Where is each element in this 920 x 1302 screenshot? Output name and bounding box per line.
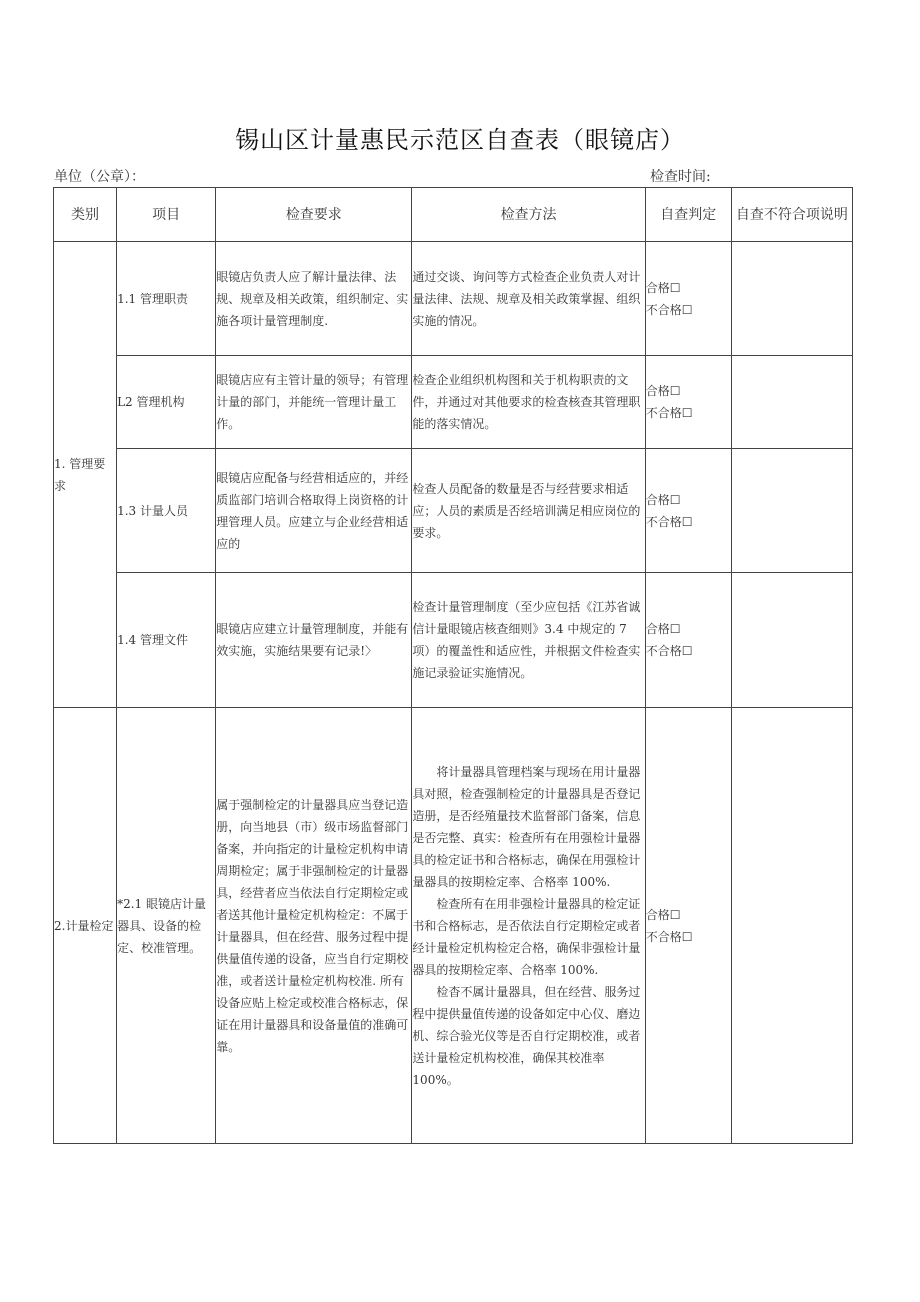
category-cell: 1. 管理要求 — [54, 242, 117, 708]
header-notes: 自查不符合项说明 — [731, 188, 852, 242]
item-cell: L2 管理机构 — [117, 356, 216, 449]
method-paragraph: 检杳不属计量器具，但在经营、服务过程中提供量值传递的设备如定中心仪、磨边机、综合验光仪等是否自行定期校准，或者送计量检定机构校准，确保其校准率 100%。 — [412, 984, 641, 1087]
judgement-cell — [645, 356, 731, 449]
checklist-table — [53, 187, 853, 1144]
method-cell: 检查计量管理制度（至少应包括《江苏省诚信计量眼镜店核查细则》3.4 中规定的 7 项）的覆盖性和适应性，并根据文件检查实施记录验证实施情况。 — [412, 573, 645, 708]
item-cell: 1.4 管理文件 — [117, 573, 216, 708]
unit-label: 单位（公章）： — [54, 169, 145, 185]
method-paragraph: 检查所有在用非强检计量器具的检定证书和合格标志，是否依法自行定期检定或者经计量检定机构检定合格，确保非强检计量器具的按期检定率、合格率 100%. — [412, 896, 641, 977]
pass-checkbox[interactable]: 合格☐ — [645, 280, 681, 295]
requirement-cell: 眼镜店应有主管计量的领导；有管理计量的部门，并能统一管理计量工作。 — [216, 356, 412, 449]
table-row — [54, 708, 853, 1144]
method-cell — [412, 708, 645, 1144]
judgement-cell — [645, 573, 731, 708]
item-cell: 1.3 计量人员 — [117, 449, 216, 573]
requirement-cell: 眼镜店负责人应了解计量法律、法规、规章及相关政策，组织制定、实施各项计量管理制度. — [216, 242, 412, 356]
fail-checkbox[interactable]: 不合格☐ — [645, 514, 693, 529]
date-label: 检查时间: — [650, 169, 711, 185]
requirement-cell: 属于强制检定的计量器具应当登记造册，向当地县（市）级市场监督部门备案，并向指定的计量检定机构申请周期检定；属于非强制检定的计量器具，经营者应当依法自行定期检定或者送其他计量检定机构检定：不属于计量器具，但在经营、服务过程中提供量值传递的设备，应当自行定期校准，或者送计量检定机构校准. 所有设备应贴上检定或校准合格标志，保证在用计量器具和设备量值的准确可靠。 — [216, 708, 412, 1144]
notes-cell[interactable] — [731, 242, 852, 356]
item-cell: *2.1 眼镜店计量器具、设备的检定、校准管理。 — [117, 708, 216, 1144]
notes-cell[interactable] — [731, 356, 852, 449]
pass-checkbox[interactable]: 合格☐ — [645, 907, 681, 922]
method-cell: 检查企业组织机构图和关于机构职责的文件，并通过对其他要求的检查核查其管理职能的落实情况。 — [412, 356, 645, 449]
method-paragraph: 将计量器具管理档案与现场在用计量器具对照，检查强制检定的计量器具是否登记造册，是否经殖量技术监督部门备案，信息是否完整、真实：检查所有在用强检计量器具的检定证书和合格标志，确保在用强检计量器具的按期检定率、合格率 100%. — [412, 764, 641, 889]
header-category: 类别 — [54, 188, 117, 242]
pass-checkbox[interactable]: 合格☐ — [645, 622, 681, 636]
notes-cell[interactable] — [731, 708, 852, 1144]
fail-checkbox[interactable]: 不合格☐ — [645, 406, 693, 420]
pass-checkbox[interactable]: 合格☐ — [645, 492, 681, 507]
requirement-cell: 眼镜店应配备与经营相适应的，并经质监部门培训合格取得上岗资格的计理管理人员。应建立与企业经营相适应的 — [216, 449, 412, 573]
judgement-cell — [645, 242, 731, 356]
requirement-cell: 眼镜店应建立计量管理制度，并能有效实施，实施结果要有记录!〉 — [216, 573, 412, 708]
header-judgement: 自查判定 — [645, 188, 731, 242]
notes-cell[interactable] — [731, 449, 852, 573]
method-cell: 通过交谈、询问等方式检查企业负责人对计量法律、法规、规章及相关政策掌握、组织实施的情况。 — [412, 242, 645, 356]
header-requirement: 检查要求 — [216, 188, 412, 242]
table-row — [54, 356, 853, 449]
judgement-cell — [645, 708, 731, 1144]
fail-checkbox[interactable]: 不合格☐ — [645, 302, 693, 317]
header-row — [54, 188, 853, 242]
header-method: 检查方法 — [412, 188, 645, 242]
table-row — [54, 573, 853, 708]
page-title: 锡山区计量惠民示范区自查表（眼镜店） — [235, 126, 685, 154]
notes-cell[interactable] — [731, 573, 852, 708]
header-item: 项目 — [117, 188, 216, 242]
pass-checkbox[interactable]: 合格☐ — [645, 384, 681, 398]
fail-checkbox[interactable]: 不合格☐ — [645, 644, 693, 658]
method-cell: 检查人员配备的数量是否与经营要求相适应；人员的素质是否经培训满足相应岗位的要求。 — [412, 449, 645, 573]
table-row — [54, 242, 853, 356]
item-cell: 1.1 管理职责 — [117, 242, 216, 356]
fail-checkbox[interactable]: 不合格☐ — [645, 929, 693, 944]
judgement-cell — [645, 449, 731, 573]
table-row — [54, 449, 853, 573]
category-cell: 2.计量检定 — [54, 708, 117, 1144]
